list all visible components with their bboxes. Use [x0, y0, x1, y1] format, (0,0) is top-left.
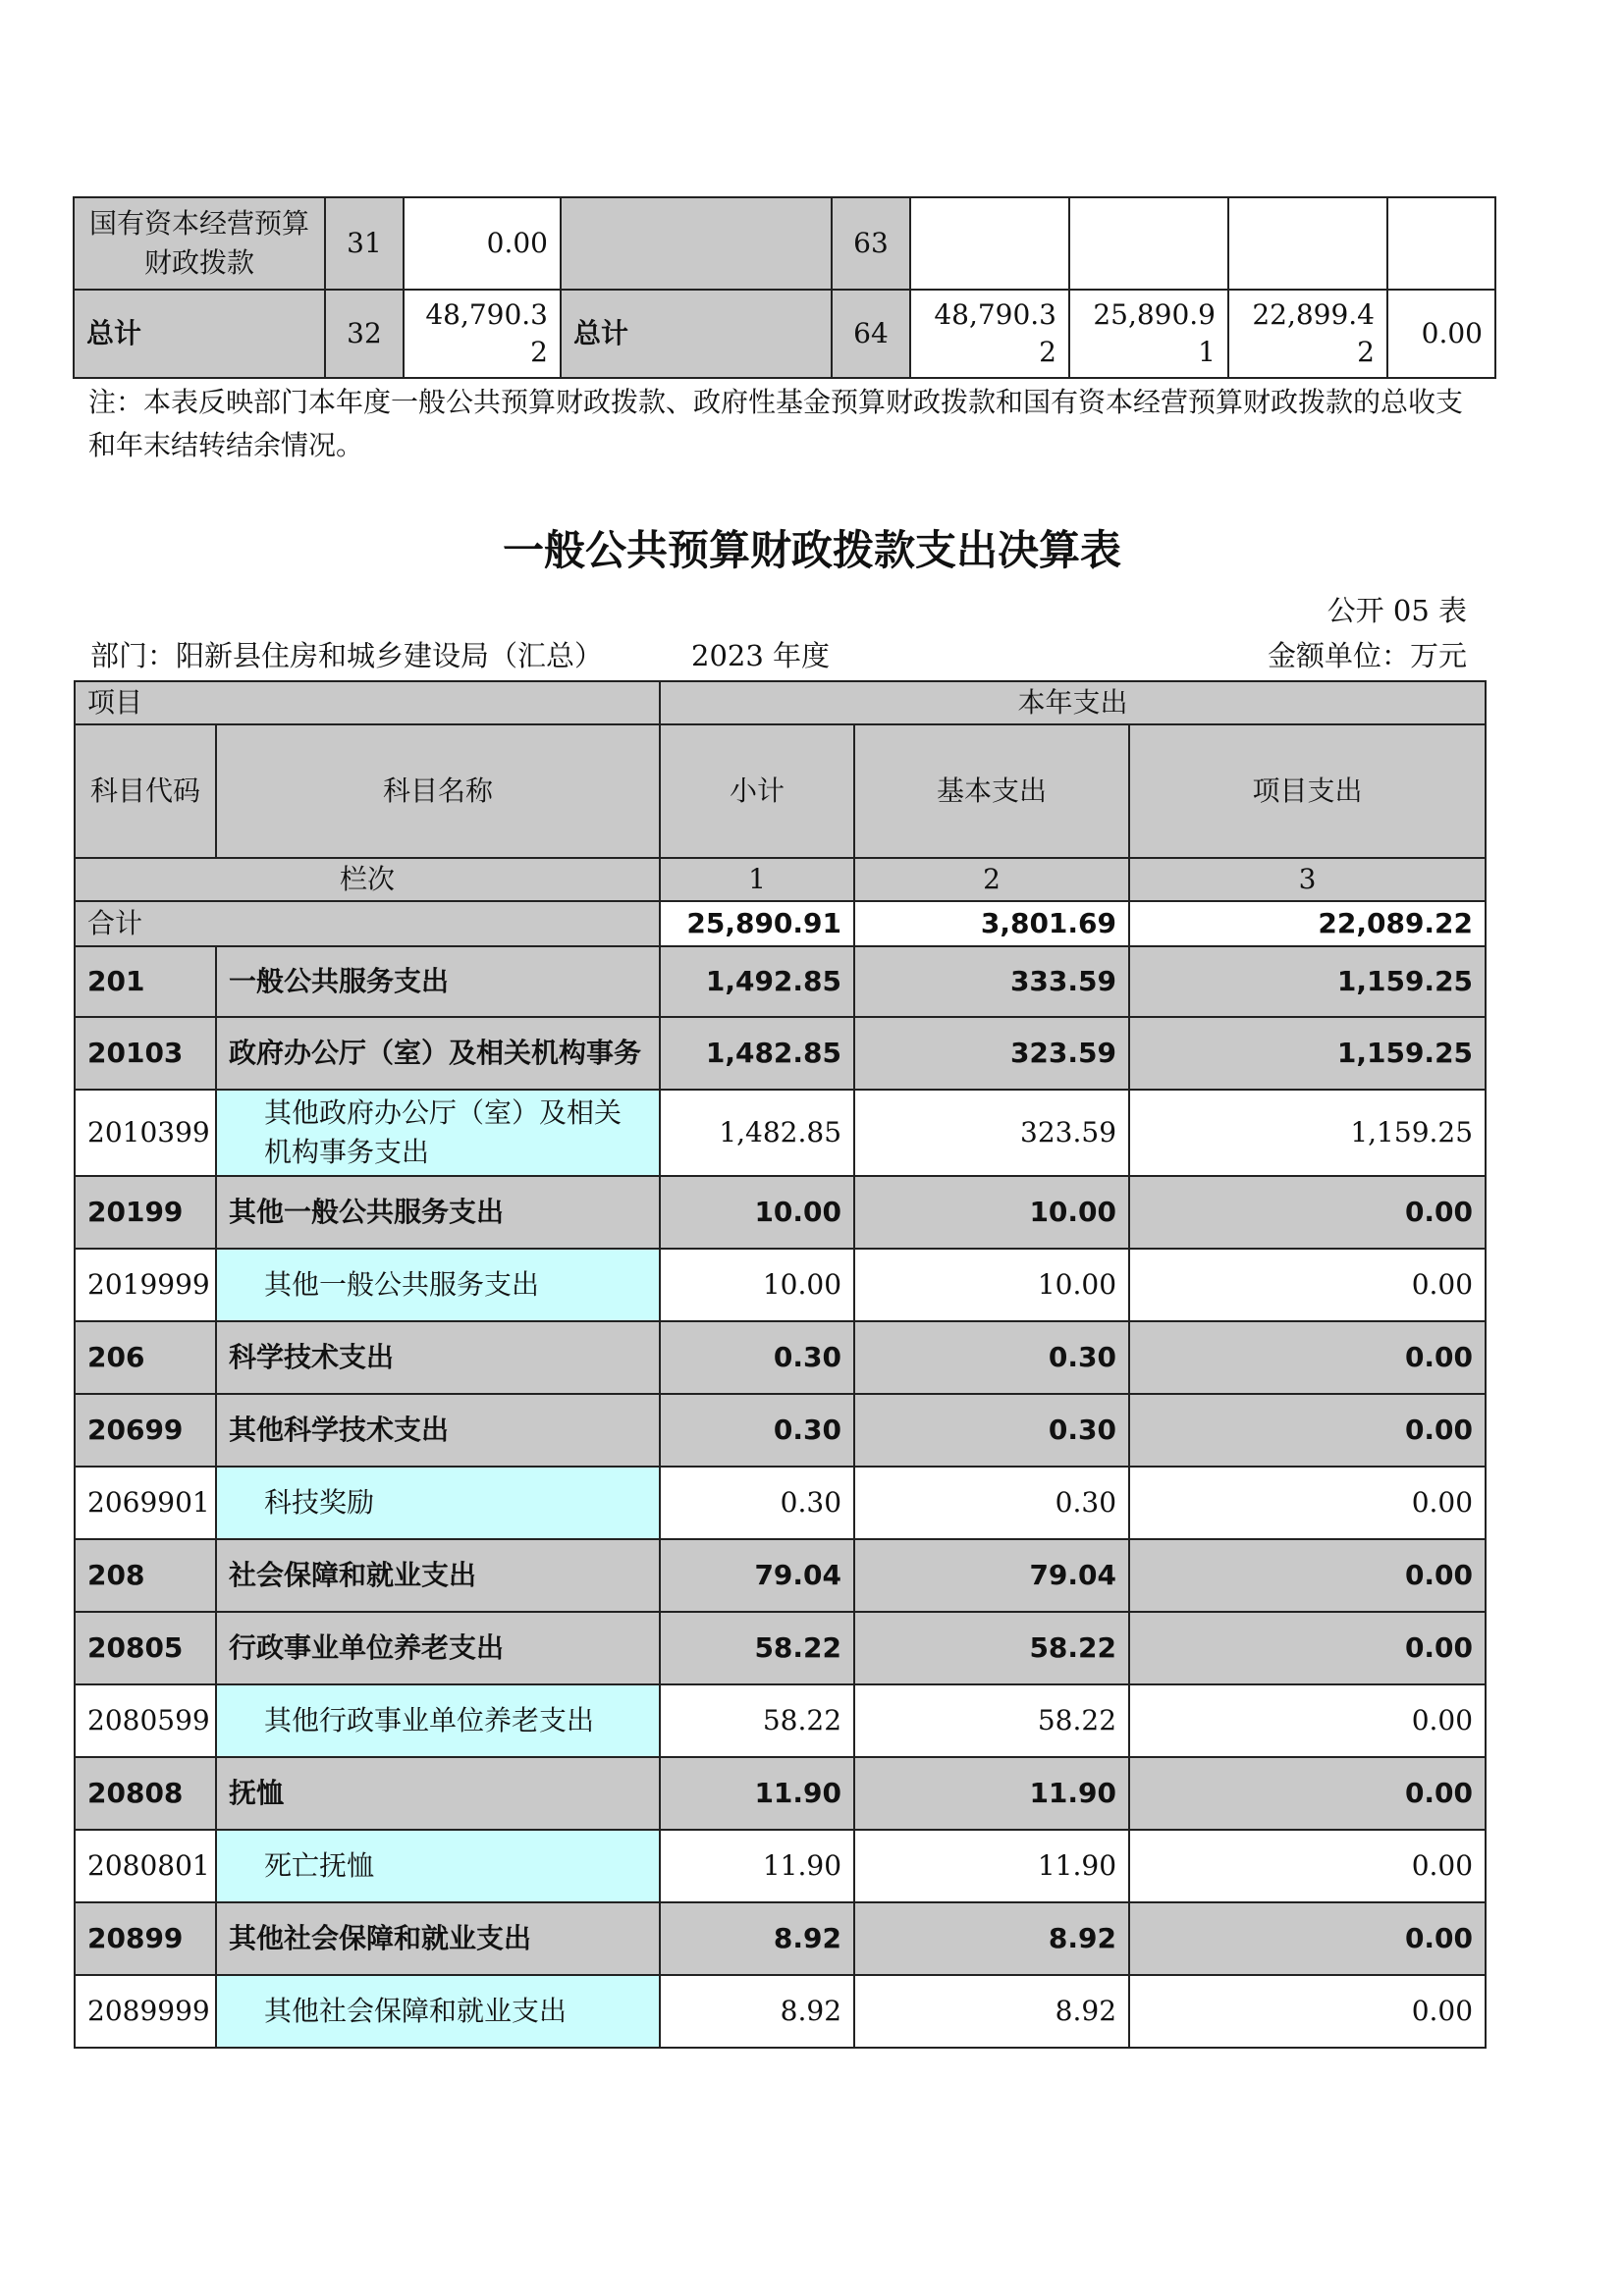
table-row — [75, 946, 1486, 1017]
column-order-row — [75, 858, 1486, 901]
row-basic: 0.30 — [854, 1394, 1129, 1467]
expense-amount-4: 0.00 — [1387, 290, 1495, 378]
income-amount: 48,790.32 — [404, 290, 561, 378]
row-project: 0.00 — [1129, 1467, 1486, 1539]
column-1: 1 — [660, 858, 854, 901]
row-basic: 0.30 — [854, 1321, 1129, 1394]
table-row — [75, 1249, 1486, 1321]
table-row — [75, 1394, 1486, 1467]
row-name: 其他一般公共服务支出 — [216, 1176, 660, 1249]
row-name: 政府办公厅（室）及相关机构事务 — [216, 1017, 660, 1090]
row-basic: 10.00 — [854, 1176, 1129, 1249]
row-basic: 323.59 — [854, 1090, 1129, 1176]
row-code: 20103 — [75, 1017, 216, 1090]
row-subtotal: 0.30 — [660, 1394, 854, 1467]
row-code: 206 — [75, 1321, 216, 1394]
total-subtotal: 25,890.91 — [660, 901, 854, 946]
page-title: 一般公共预算财政拨款支出决算表 — [502, 526, 1121, 574]
row-subtotal: 58.22 — [660, 1612, 854, 1684]
row-name: 其他科学技术支出 — [216, 1394, 660, 1467]
table-row — [74, 197, 1495, 290]
expenditure-table — [74, 680, 1487, 2049]
table-row — [74, 290, 1495, 378]
row-subtotal: 1,492.85 — [660, 946, 854, 1017]
row-code: 2069901 — [75, 1467, 216, 1539]
row-name: 其他政府办公厅（室）及相关机构事务支出 — [216, 1090, 660, 1176]
header-row — [75, 724, 1486, 858]
table-row — [75, 1539, 1486, 1612]
row-code: 20199 — [75, 1176, 216, 1249]
income-line: 32 — [325, 290, 404, 378]
header-row — [75, 681, 1486, 724]
total-row — [75, 901, 1486, 946]
row-project: 0.00 — [1129, 1321, 1486, 1394]
department-label: 部门：阳新县住房和城乡建设局（汇总） — [90, 639, 604, 672]
table-row — [75, 1684, 1486, 1757]
row-basic: 8.92 — [854, 1975, 1129, 2048]
header-project: 项目支出 — [1129, 724, 1486, 858]
header-code: 科目代码 — [75, 724, 216, 858]
row-subtotal: 11.90 — [660, 1830, 854, 1902]
row-basic: 10.00 — [854, 1249, 1129, 1321]
row-project: 0.00 — [1129, 1975, 1486, 2048]
expense-amount-1 — [910, 197, 1069, 290]
expense-amount-2 — [1069, 197, 1228, 290]
row-project: 0.00 — [1129, 1249, 1486, 1321]
row-basic: 58.22 — [854, 1612, 1129, 1684]
row-basic: 11.90 — [854, 1757, 1129, 1830]
row-basic: 0.30 — [854, 1467, 1129, 1539]
table-row — [75, 1090, 1486, 1176]
row-project: 1,159.25 — [1129, 1017, 1486, 1090]
expense-total-label: 总计 — [561, 290, 832, 378]
table-row — [75, 1830, 1486, 1902]
row-subtotal: 8.92 — [660, 1975, 854, 2048]
header-subtotal: 小计 — [660, 724, 854, 858]
row-project: 0.00 — [1129, 1612, 1486, 1684]
table-note: 注：本表反映部门本年度一般公共预算财政拨款、政府性基金预算财政拨款和国有资本经营预算财政拨款的总收支和年末结转结余情况。 — [88, 386, 1464, 461]
row-code: 201 — [75, 946, 216, 1017]
column-order-label: 栏次 — [75, 858, 660, 901]
row-project: 1,159.25 — [1129, 1090, 1486, 1176]
row-code: 20899 — [75, 1902, 216, 1975]
expense-amount-2: 25,890.91 — [1069, 290, 1228, 378]
header-item: 项目 — [75, 681, 660, 724]
row-subtotal: 10.00 — [660, 1176, 854, 1249]
table-row — [75, 1467, 1486, 1539]
row-name: 其他行政事业单位养老支出 — [216, 1684, 660, 1757]
table-row — [75, 1017, 1486, 1090]
total-basic: 3,801.69 — [854, 901, 1129, 946]
row-code: 2080599 — [75, 1684, 216, 1757]
expenditure-rows — [75, 946, 1486, 2048]
row-project: 0.00 — [1129, 1394, 1486, 1467]
row-project: 0.00 — [1129, 1757, 1486, 1830]
row-project: 1,159.25 — [1129, 946, 1486, 1017]
row-code: 208 — [75, 1539, 216, 1612]
expense-label — [561, 197, 832, 290]
row-basic: 323.59 — [854, 1017, 1129, 1090]
row-name: 科学技术支出 — [216, 1321, 660, 1394]
header-name: 科目名称 — [216, 724, 660, 858]
row-name: 科技奖励 — [216, 1467, 660, 1539]
row-name: 行政事业单位养老支出 — [216, 1612, 660, 1684]
expense-amount-4 — [1387, 197, 1495, 290]
total-project: 22,089.22 — [1129, 901, 1486, 946]
row-code: 20808 — [75, 1757, 216, 1830]
row-name: 社会保障和就业支出 — [216, 1539, 660, 1612]
expense-amount-3 — [1228, 197, 1387, 290]
column-3: 3 — [1129, 858, 1486, 901]
row-subtotal: 10.00 — [660, 1249, 854, 1321]
row-project: 0.00 — [1129, 1902, 1486, 1975]
row-subtotal: 79.04 — [660, 1539, 854, 1612]
expense-amount-3: 22,899.42 — [1228, 290, 1387, 378]
header-current-year: 本年支出 — [660, 681, 1486, 724]
unit-label: 金额单位：万元 — [1267, 639, 1467, 672]
row-subtotal: 11.90 — [660, 1757, 854, 1830]
row-name: 其他社会保障和就业支出 — [216, 1975, 660, 2048]
income-label: 国有资本经营预算财政拨款 — [74, 197, 325, 290]
expense-amount-1: 48,790.32 — [910, 290, 1069, 378]
row-name: 其他社会保障和就业支出 — [216, 1902, 660, 1975]
table-id: 公开 05 表 — [1326, 594, 1467, 627]
total-label: 合计 — [75, 901, 660, 946]
table-row — [75, 1975, 1486, 2048]
table-row — [75, 1176, 1486, 1249]
income-line: 31 — [325, 197, 404, 290]
income-amount: 0.00 — [404, 197, 561, 290]
header-basic: 基本支出 — [854, 724, 1129, 858]
row-code: 2089999 — [75, 1975, 216, 2048]
row-project: 0.00 — [1129, 1684, 1486, 1757]
row-code: 2080801 — [75, 1830, 216, 1902]
table-row — [75, 1902, 1486, 1975]
row-basic: 58.22 — [854, 1684, 1129, 1757]
row-basic: 79.04 — [854, 1539, 1129, 1612]
row-code: 2019999 — [75, 1249, 216, 1321]
row-subtotal: 1,482.85 — [660, 1017, 854, 1090]
row-name: 一般公共服务支出 — [216, 946, 660, 1017]
row-subtotal: 0.30 — [660, 1321, 854, 1394]
column-2: 2 — [854, 858, 1129, 901]
row-subtotal: 0.30 — [660, 1467, 854, 1539]
row-name: 抚恤 — [216, 1757, 660, 1830]
table-row — [75, 1757, 1486, 1830]
row-project: 0.00 — [1129, 1176, 1486, 1249]
income-total-label: 总计 — [74, 290, 325, 378]
carryover-summary-table — [73, 196, 1496, 379]
row-project: 0.00 — [1129, 1539, 1486, 1612]
row-project: 0.00 — [1129, 1830, 1486, 1902]
row-code: 20805 — [75, 1612, 216, 1684]
row-basic: 8.92 — [854, 1902, 1129, 1975]
row-subtotal: 58.22 — [660, 1684, 854, 1757]
row-basic: 11.90 — [854, 1830, 1129, 1902]
expense-line: 64 — [832, 290, 910, 378]
row-subtotal: 1,482.85 — [660, 1090, 854, 1176]
year-label: 2023 年度 — [691, 639, 831, 672]
table-row — [75, 1612, 1486, 1684]
row-basic: 333.59 — [854, 946, 1129, 1017]
row-name: 死亡抚恤 — [216, 1830, 660, 1902]
row-code: 2010399 — [75, 1090, 216, 1176]
expense-line: 63 — [832, 197, 910, 290]
table-row — [75, 1321, 1486, 1394]
row-code: 20699 — [75, 1394, 216, 1467]
row-subtotal: 8.92 — [660, 1902, 854, 1975]
row-name: 其他一般公共服务支出 — [216, 1249, 660, 1321]
